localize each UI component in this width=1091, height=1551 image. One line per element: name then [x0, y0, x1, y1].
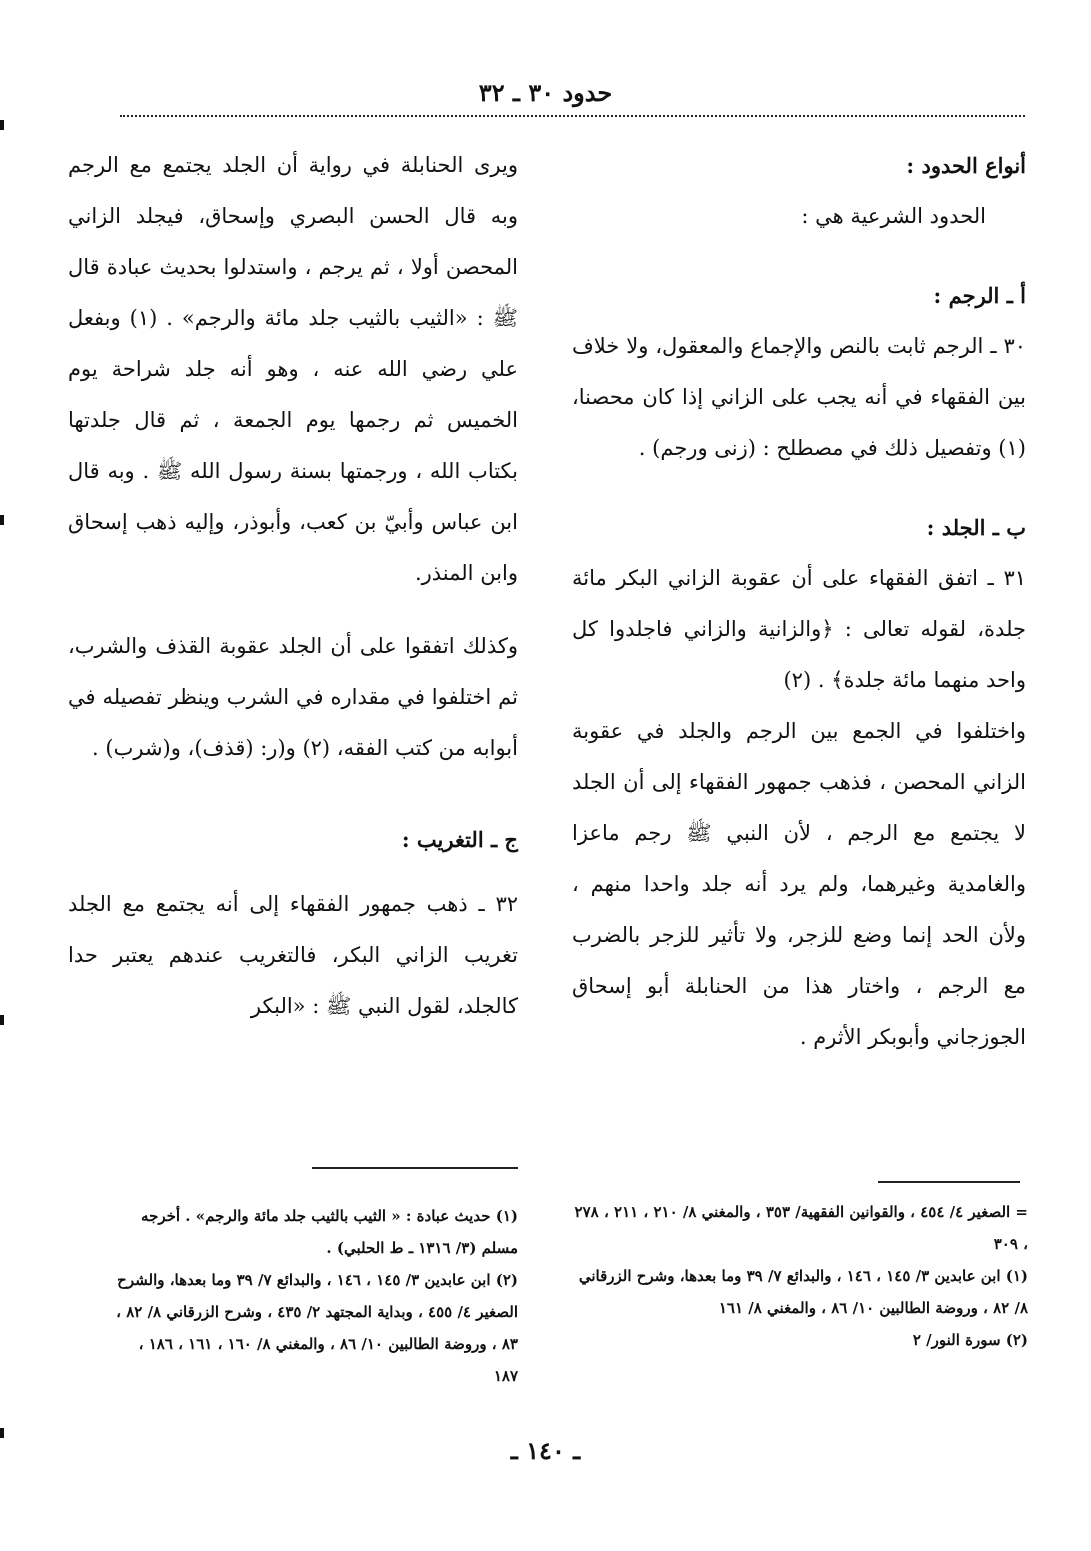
footnote-2-right: (٢) سورة النور/ ٢	[912, 1331, 1028, 1349]
page-header-title: حدود ٣٠ ـ ٣٢	[478, 78, 613, 107]
paragraph-qadhf-shurb: وكذلك اتفقوا على أن الجلد عقوبة القذف والشرب، ثم اختلفوا في مقداره في الشرب وينظر تفصيله في أبوابه من كتب الفقه، (٢) و(ر: (قذف)، و(شرب) .	[68, 634, 518, 760]
left-column	[68, 140, 518, 1032]
footnote-1-left: (١) حديث عبادة : « الثيب بالثيب جلد مائة والرجم» . أخرجه مسلم (٣/ ١٣١٦ ـ ط الحلبي) .	[141, 1207, 518, 1257]
heading-jald: ب ـ الجلد :	[926, 515, 1026, 540]
footnote-divider-right	[878, 1181, 1020, 1183]
paragraph-30: ٣٠ ـ الرجم ثابت بالنص والإجماع والمعقول، ولا خلاف بين الفقهاء في أنه يجب على الزاني إذا كان محصنا، (١) وتفصيل ذلك في مصطلح : (زنى ورجم) .	[572, 334, 1026, 460]
footnotes-right	[574, 1196, 1028, 1356]
footnote-divider-left	[312, 1167, 518, 1169]
heading-taghrib: ج ـ التغريب :	[401, 827, 518, 852]
header-divider	[120, 115, 1025, 117]
paragraph-32: ٣٢ ـ ذهب جمهور الفقهاء إلى أنه يجتمع مع الجلد تغريب الزاني البكر، فالتغريب عندهم يعتبر حدا كالجلد، لقول النبي ﷺ : «البكر	[68, 892, 518, 1018]
heading-rajm: أ ـ الرجم :	[933, 283, 1026, 308]
scan-edge-mark	[0, 515, 4, 525]
paragraph-hanabila: ويرى الحنابلة في رواية أن الجلد يجتمع مع الرجم وبه قال الحسن البصري وإسحاق، فيجلد الزاني المحصن أولا ، ثم يرجم ، واستدلوا بحديث عبادة قال ﷺ : «الثيب بالثيب جلد مائة والرجم» . (١) وبفعل علي رضي الله عنه ، وهو أنه جلد شراحة يوم الخميس ثم رجمها يوم الجمعة ، ثم قال جلدتها بكتاب الله ، ورجمتها بسنة رسول الله ﷺ . وبه قال ابن عباس وأبيّ بن كعب، وأبوذر، وإليه ذهب إسحاق وابن المنذر.	[68, 153, 518, 585]
paragraph-31: ٣١ ـ اتفق الفقهاء على أن عقوبة الزاني البكر مائة جلدة، لقوله تعالى : ﴿والزانية والزاني فاجلدوا كل واحد منهما مائة جلدة﴾ . (٢)	[572, 566, 1027, 692]
scan-edge-mark	[0, 1428, 4, 1438]
heading-types-of-hudud: أنواع الحدود :	[906, 153, 1026, 178]
types-intro: الحدود الشرعية هي :	[801, 204, 986, 228]
paragraph-31-continued: واختلفوا في الجمع بين الرجم والجلد في عقوبة الزاني المحصن ، فذهب جمهور الفقهاء إلى أن الجلد لا يجتمع مع الرجم ، لأن النبي ﷺ رجم ماعزا والغامدية وغيرهما، ولم يرد أنه جلد واحدا منهم ، ولأن الحد إنما وضع للزجر، ولا تأثير للزجر بالضرب مع الرجم ، واختار هذا من الحنابلة أبو إسحاق الجوزجاني وأبوبكر الأثرم .	[572, 719, 1026, 1049]
footnote-continuation: = الصغير ٤/ ٤٥٤ ، والقوانين الفقهية/ ٣٥٣ ، والمغني ٨/ ٢١٠ ، ٢١١ ، ٢٧٨ ، ٣٠٩	[574, 1203, 1028, 1253]
footnotes-left	[110, 1200, 518, 1392]
scan-edge-mark	[0, 1015, 4, 1025]
scan-edge-mark	[0, 120, 4, 130]
right-column	[572, 140, 1026, 1063]
page-number: ـ ١٤٠ ـ	[510, 1436, 581, 1465]
footnote-2-left: (٢) ابن عابدين ٣/ ١٤٥ ، ١٤٦ ، والبدائع ٧/ ٣٩ وما بعدها، والشرح الصغير ٤/ ٤٥٥ ، وبداية المجتهد ٢/ ٤٣٥ ، وشرح الزرقاني ٨/ ٨٢ ، ٨٣ ، وروضة الطالبين ١٠/ ٨٦ ، والمغني ٨/ ١٦٠ ، ١٦١ ، ١٨٦ ، ١٨٧	[116, 1271, 518, 1385]
footnote-1-right: (١) ابن عابدين ٣/ ١٤٥ ، ١٤٦ ، والبدائع ٧/ ٣٩ وما بعدها، وشرح الزرقاني ٨/ ٨٢ ، وروضة الطالبين ١٠/ ٨٦ ، والمغني ٨/ ١٦١	[578, 1267, 1028, 1317]
